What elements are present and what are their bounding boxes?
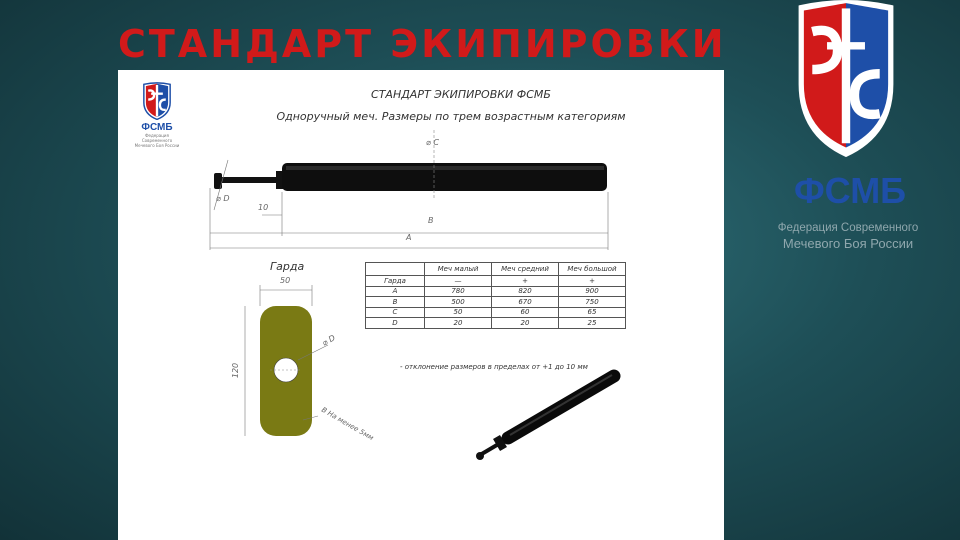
dim-pommel-diameter: ⌀ D — [216, 194, 230, 203]
table-cell: 60 — [492, 307, 559, 318]
table-cell: 750 — [559, 297, 626, 308]
brand-name-line1: Федерация Современного — [777, 222, 919, 234]
drawing-sheet — [118, 70, 724, 540]
dim-length-10: 10 — [258, 203, 269, 212]
table-cell: 20 — [425, 318, 492, 329]
brand-logo — [792, 0, 900, 162]
brand-abbreviation: ФСМБ — [793, 170, 907, 211]
guard-hole-dim: ⌀ D — [320, 333, 337, 348]
table-cell: 900 — [559, 286, 626, 297]
dim-length-a: A — [406, 233, 412, 242]
guard-label: Гарда — [270, 260, 305, 273]
table-cell: 780 — [425, 286, 492, 297]
table-cell: B — [366, 297, 425, 308]
table-cell: 20 — [492, 318, 559, 329]
table-cell: 820 — [492, 286, 559, 297]
table-cell: 670 — [492, 297, 559, 308]
tolerance-note: - отклонение размеров в пределах от +1 до 10 мм — [400, 363, 588, 371]
table-header: Меч малый — [425, 263, 492, 276]
table-cell: 25 — [559, 318, 626, 329]
table-cell: 500 — [425, 297, 492, 308]
table-cell: + — [559, 276, 626, 287]
document-title: СТАНДАРТ ЭКИПИРОВКИ ФСМБ — [371, 88, 551, 101]
table-cell: + — [492, 276, 559, 287]
slide-title: СТАНДАРТ ЭКИПИРОВКИ — [118, 22, 727, 66]
table-cell: 65 — [559, 307, 626, 318]
dim-blade-diameter: ⌀ C — [426, 138, 439, 147]
sword-3d-render — [118, 70, 724, 540]
brand-name-line2: Мечевого Боя России — [782, 236, 914, 251]
table-cell: A — [366, 286, 425, 297]
sheet-logo-abbr: ФСМБ — [141, 122, 173, 133]
guard-height-dim: 120 — [231, 362, 241, 379]
table-header: Меч большой — [559, 263, 626, 276]
document-subtitle: Одноручный меч. Размеры по трем возрастным категориям — [276, 110, 626, 123]
table-cell: 50 — [425, 307, 492, 318]
sheet-logo-subtitle: Федерация Современного Мечевого Боя России — [134, 133, 180, 148]
guard-thickness-dim: В На менее 5мм — [319, 405, 375, 443]
table-header: Меч средний — [492, 263, 559, 276]
table-cell: D — [366, 318, 425, 329]
table-cell: C — [366, 307, 425, 318]
table-cell: — — [425, 276, 492, 287]
dim-length-b: B — [428, 216, 434, 225]
brand-full-name — [768, 220, 928, 252]
table-cell: Гарда — [366, 276, 425, 287]
guard-width-dim: 50 — [280, 276, 291, 285]
shield-logo-icon — [792, 0, 900, 158]
